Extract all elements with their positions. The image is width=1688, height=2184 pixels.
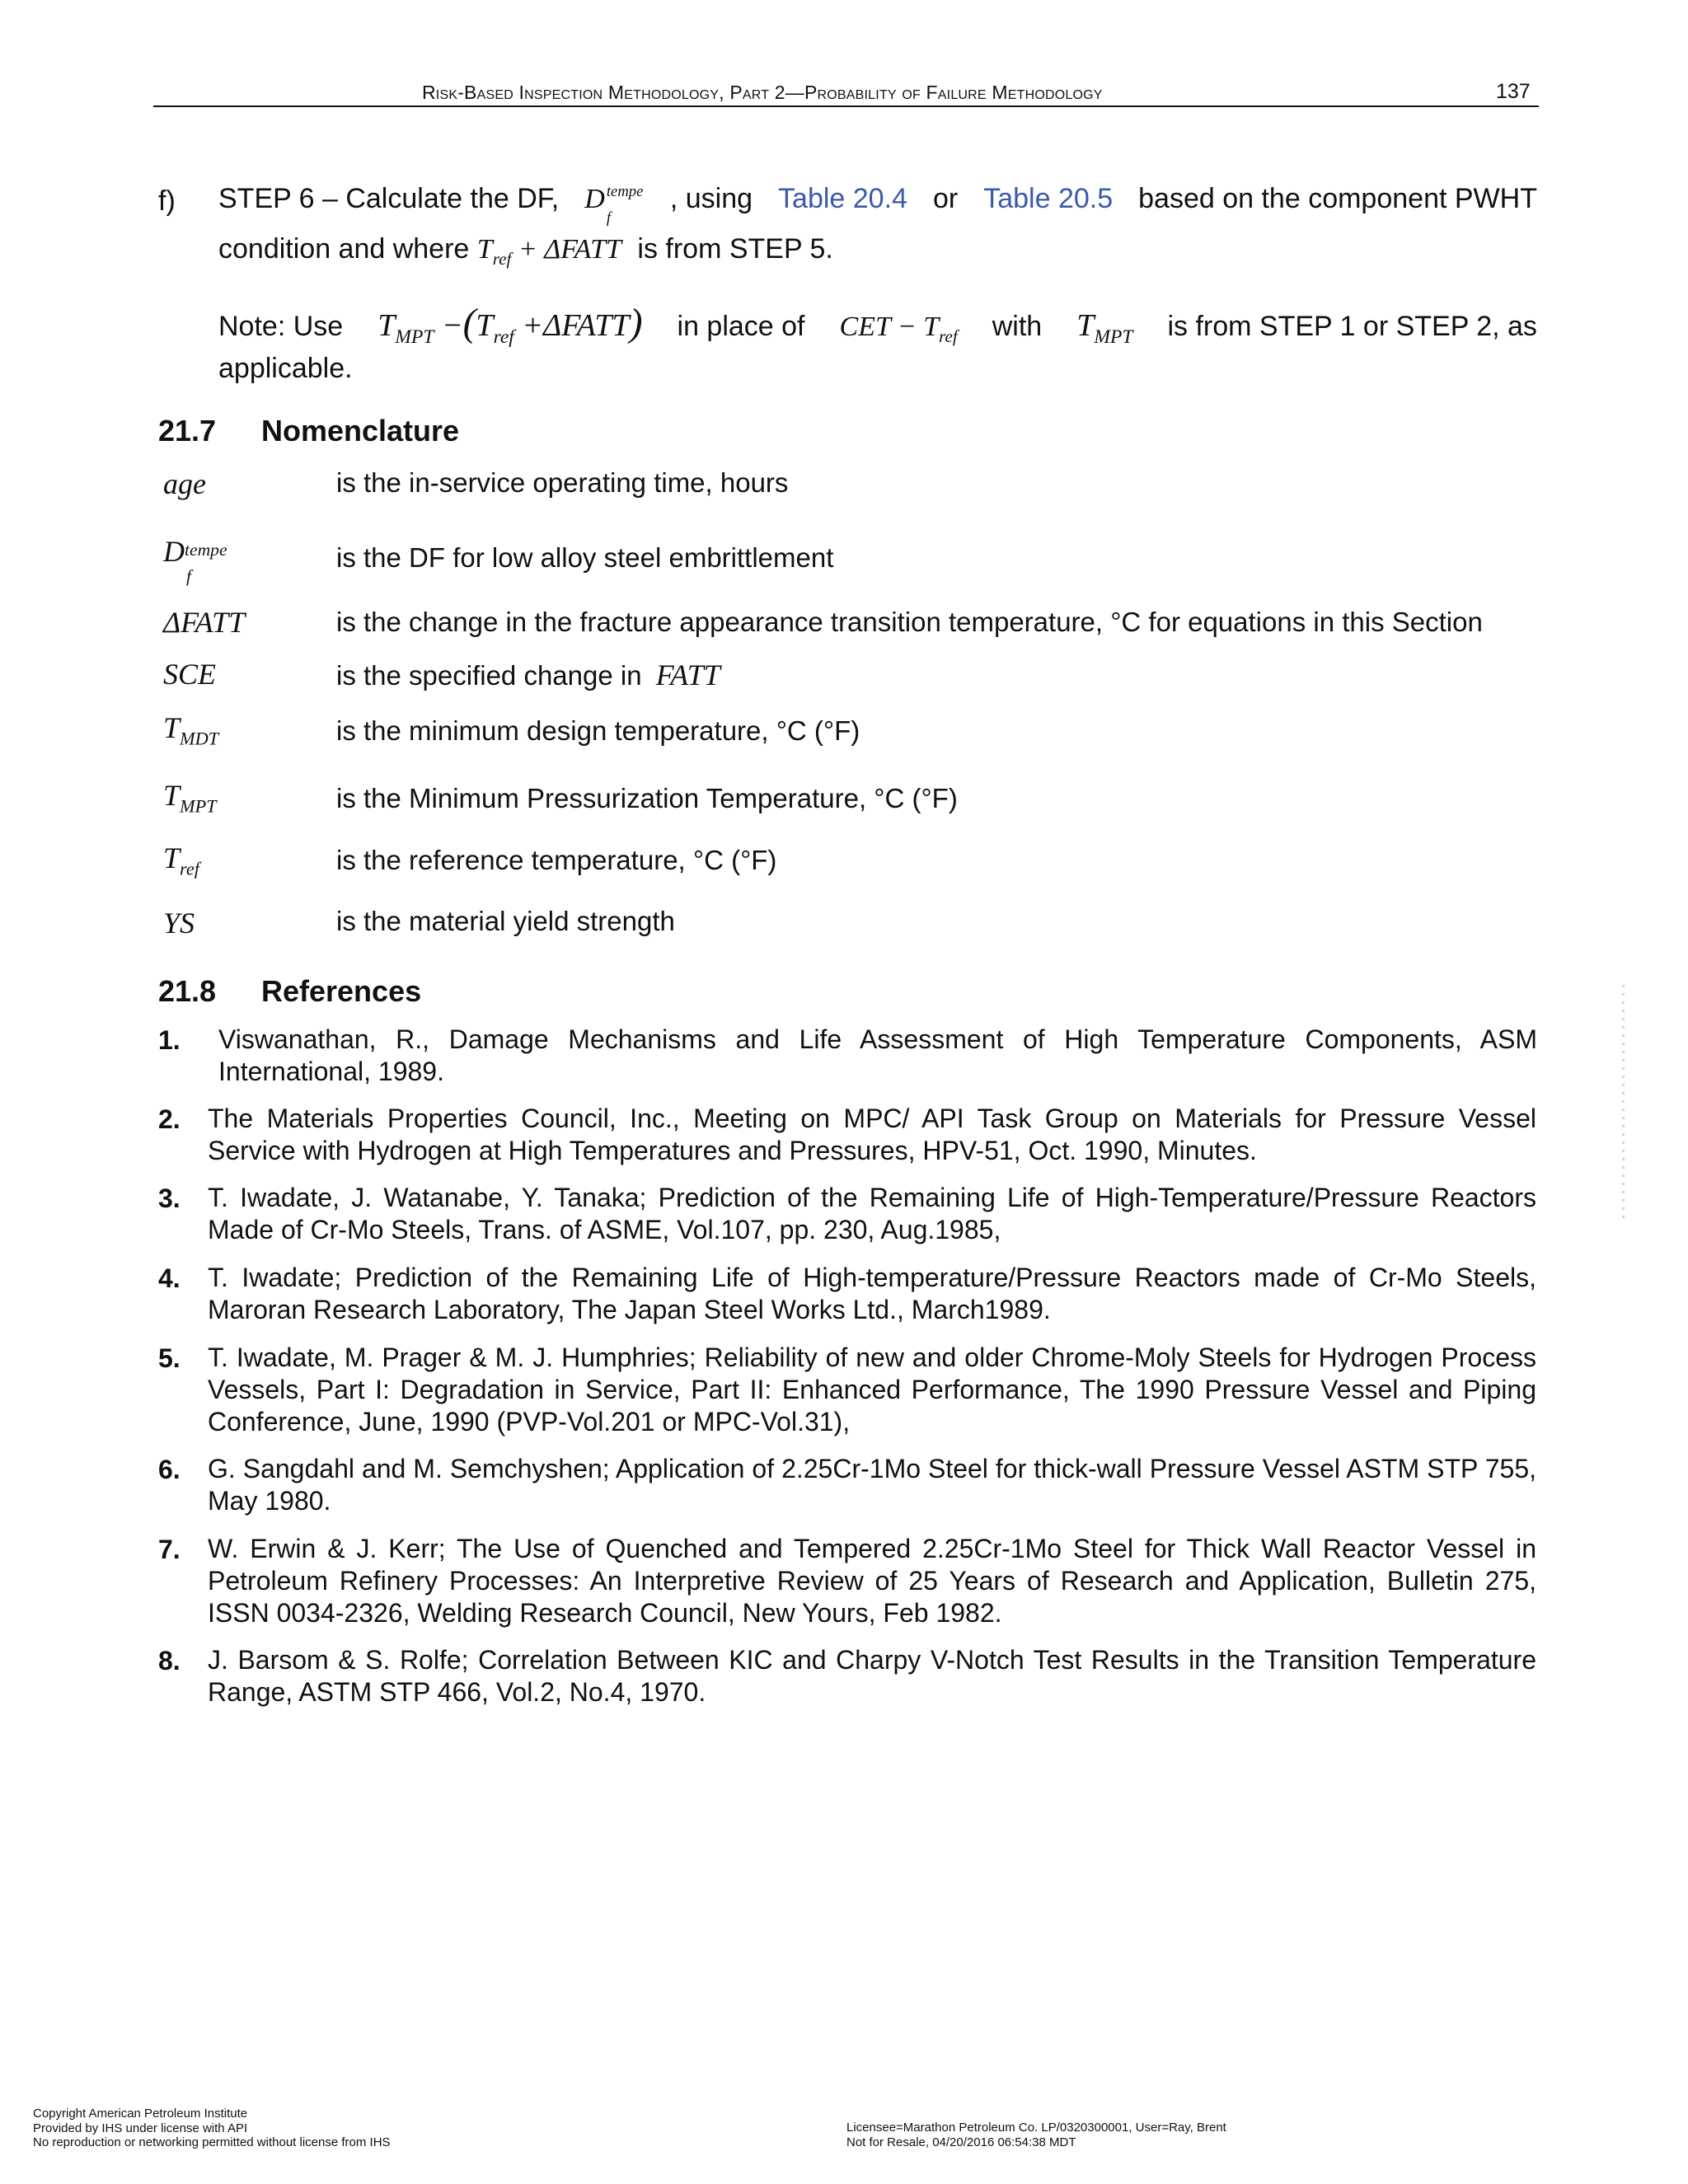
footer-not-for-resale: Not for Resale, 04/20/2016 06:54:38 MDT bbox=[846, 2135, 1076, 2149]
tmpt-formula: $T_{MPT} -(T_{ref}$ +ΔFATT) bbox=[377, 302, 643, 348]
tref-plus-dfatt-formula: $T_{ref}$ + ΔFATT bbox=[476, 234, 621, 269]
df-tempe-symbol: D tempe f bbox=[584, 183, 644, 227]
nom-symbol-delta-fatt: ΔFATT bbox=[163, 606, 246, 639]
reference-text: J. Barsom & S. Rolfe; Correlation Between KIC and Charpy V-Notch Test Results in the Transition Temperature Range, ASTM STP 466, Vol.2, No.4, 1970. bbox=[208, 1645, 1536, 1707]
nom-symbol-ys: YS bbox=[163, 907, 195, 940]
nom-symbol-df-tempe: D tempe f bbox=[163, 535, 227, 586]
note-suffix: is from STEP 1 or STEP 2, as bbox=[1167, 311, 1537, 342]
step-line-2 bbox=[218, 233, 833, 269]
nom-symbol-tref: $T_{ref}$ bbox=[163, 841, 199, 879]
step-text-4: condition and where bbox=[218, 233, 470, 265]
nomenclature-heading bbox=[158, 414, 459, 448]
nom-desc-tmdt: is the minimum design temperature, °C (°F) bbox=[336, 715, 860, 746]
nom-desc-df-tempe: is the DF for low alloy steel embrittlement bbox=[336, 542, 834, 573]
step-label: f) bbox=[158, 185, 176, 217]
section-title: Nomenclature bbox=[261, 414, 460, 448]
fatt-symbol: FATT bbox=[655, 658, 720, 691]
reference-number: 4. bbox=[158, 1263, 181, 1293]
nom-desc-tmpt: is the Minimum Pressurization Temperature, °C (°F) bbox=[336, 783, 958, 813]
footer-left bbox=[33, 2107, 391, 2150]
running-head bbox=[422, 82, 1103, 104]
header-rule bbox=[153, 105, 1539, 107]
section-title: References bbox=[261, 974, 422, 1008]
tmpt-symbol: $T_{MPT}$ bbox=[1076, 308, 1133, 348]
nom-desc-sce bbox=[336, 658, 720, 692]
reference-text: T. Iwadate, M. Prager & M. J. Humphries; Reliability of new and older Chrome-Moly Steels for Hydrogen Process Vessels, Part I: Degradation in Service, Part II: Enhanced Performance, The 1990 Pressure Vessel and Piping Conference, June, 1990 (PVP-Vol.201 or MPC-Vol.31), bbox=[208, 1343, 1536, 1436]
table-20-4-link[interactable]: Table 20.4 bbox=[778, 183, 907, 214]
reference-number: 2. bbox=[158, 1104, 181, 1134]
reference-number: 8. bbox=[158, 1646, 181, 1675]
footer-no-reproduction: No reproduction or networking permitted without license from IHS bbox=[33, 2135, 391, 2149]
margin-dots bbox=[1622, 985, 1625, 1224]
reference-number: 6. bbox=[158, 1455, 181, 1484]
step-text-3: based on the component PWHT bbox=[1138, 183, 1537, 214]
running-head-text: Risk-Based Inspection Methodology, Part 2—Probability of Failure Methodology bbox=[422, 82, 1103, 103]
footer-copyright: Copyright American Petroleum Institute bbox=[33, 2107, 248, 2121]
note-in-place-of: in place of bbox=[677, 311, 805, 342]
nom-desc-delta-fatt: is the change in the fracture appearance transition temperature, °C for equations in this Section bbox=[336, 607, 1483, 637]
nom-desc-sce-text: is the specified change in bbox=[336, 660, 642, 691]
reference-text: Viswanathan, R., Damage Mechanisms and Life Assessment of High Temperature Components, ASM International, 1989. bbox=[218, 1024, 1537, 1086]
nom-symbol-sce: SCE bbox=[163, 658, 217, 691]
note-prefix: Note: Use bbox=[218, 311, 344, 342]
reference-number: 1. bbox=[158, 1025, 181, 1055]
note-line-1 bbox=[218, 301, 1537, 349]
reference-text: T. Iwadate, J. Watanabe, Y. Tanaka; Prediction of the Remaining Life of High-Temperature/Pressure Reactors Made of Cr-Mo Steels, Trans. of ASME, Vol.107, pp. 230, Aug.1985, bbox=[208, 1183, 1536, 1244]
footer-provided-by: Provided by IHS under license with API bbox=[33, 2121, 248, 2135]
nom-symbol-tmpt: $T_{MPT}$ bbox=[163, 779, 217, 817]
footer-licensee: Licensee=Marathon Petroleum Co. LP/0320300001, User=Ray, Brent bbox=[846, 2121, 1226, 2135]
nom-symbol-age: age bbox=[163, 467, 206, 500]
reference-text: T. Iwadate; Prediction of the Remaining Life of High-temperature/Pressure Reactors made of Cr-Mo Steels, Maroran Research Laboratory, The Japan Steel Works Ltd., March1989. bbox=[208, 1263, 1536, 1324]
section-number: 21.8 bbox=[158, 974, 217, 1008]
reference-text: G. Sangdahl and M. Semchyshen; Application of 2.25Cr-1Mo Steel for thick-wall Pressure Vessel ASTM STP 755, May 1980. bbox=[208, 1454, 1536, 1516]
nom-desc-ys: is the material yield strength bbox=[336, 906, 675, 936]
reference-number: 5. bbox=[158, 1343, 181, 1373]
footer-right bbox=[846, 2121, 1226, 2149]
reference-text: W. Erwin & J. Kerr; The Use of Quenched and Tempered 2.25Cr-1Mo Steel for Thick Wall Reactor Vessel in Petroleum Refinery Processes: An Interpretive Review of 25 Years of Research and Application, Bulletin 275, ISSN 0034-2326, Welding Research Council, New Yours, Feb 1982. bbox=[208, 1534, 1536, 1628]
nom-desc-age: is the in-service operating time, hours bbox=[336, 467, 789, 498]
references-heading bbox=[158, 974, 421, 1009]
table-20-5-link[interactable]: Table 20.5 bbox=[983, 183, 1114, 214]
reference-number: 7. bbox=[158, 1535, 181, 1564]
step-text-1: STEP 6 – Calculate the DF, bbox=[218, 183, 560, 214]
reference-number: 3. bbox=[158, 1183, 181, 1213]
reference-text: The Materials Properties Council, Inc., Meeting on MPC/ API Task Group on Materials for Pressure Vessel Service with Hydrogen at High Temperatures and Pressures, HPV-51, Oct. 1990, Minutes. bbox=[208, 1104, 1536, 1165]
nom-desc-tref: is the reference temperature, °C (°F) bbox=[336, 845, 777, 875]
step-line-1 bbox=[218, 183, 1537, 227]
step-text-2: , using bbox=[669, 183, 753, 214]
step-text-5: is from STEP 5. bbox=[637, 233, 833, 265]
nom-symbol-tmdt: $T_{MDT}$ bbox=[163, 711, 219, 749]
section-number: 21.7 bbox=[158, 414, 217, 448]
note-line-2: applicable. bbox=[218, 353, 353, 384]
page-number: 137 bbox=[1496, 80, 1531, 103]
cet-minus-tref-formula: CET − $T_{ref}$ bbox=[839, 312, 958, 346]
note-with: with bbox=[992, 311, 1043, 342]
step-text-or: or bbox=[932, 183, 959, 214]
